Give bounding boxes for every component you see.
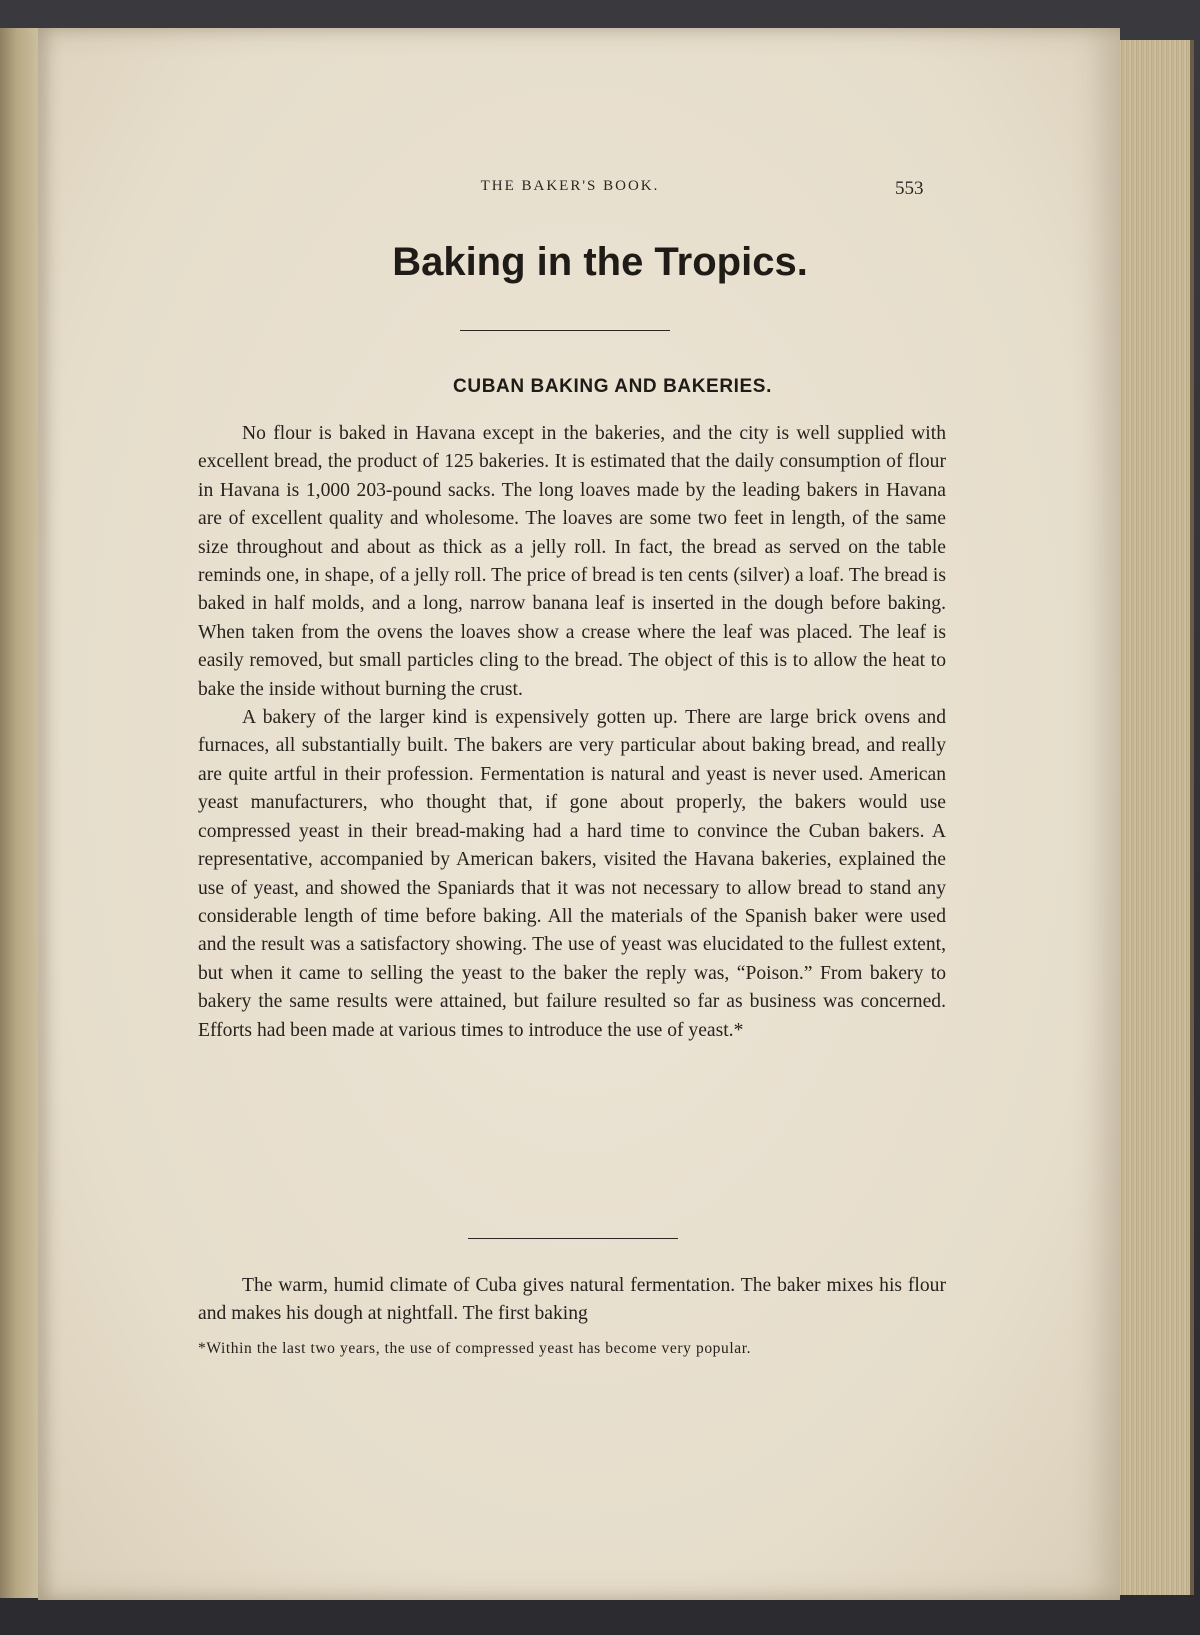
page-number: 553 (895, 178, 924, 199)
footnote-divider (468, 1238, 678, 1239)
continued-body (198, 1272, 946, 1329)
footnote: *Within the last two years, the use of compressed yeast has become very popular. (198, 1340, 752, 1357)
paragraph: A bakery of the larger kind is expensively gotten up. There are large brick ovens and furnaces, all substantially built. The bakers are very particular about baking bread, and really are quite artful in their profession. Fermentation is natural and yeast is never used. American yeast manufacturers, who thought that, if gone about properly, the bakers would use compressed yeast in their bread-making had a hard time to convince the Cuban bakers. A representative, accompanied by American bakers, visited the Havana bakeries, explained the use of yeast, and showed the Spaniards that it was not necessary to allow bread to stand any considerable length of time before baking. All the materials of the Spanish baker were used and the result was a satisfactory showing. The use of yeast was elucidated to the fullest extent, but when it came to selling the yeast to the baker the reply was, “Poison.” From bakery to bakery the same results were attained, but failure resulted so far as business was concerned. Efforts had been made at various times to introduce the use of yeast.* (198, 707, 946, 1041)
page-header (0, 178, 1200, 202)
article-title: Baking in the Tropics. (392, 240, 808, 284)
left-page-edge (0, 28, 42, 1598)
title-divider (460, 330, 670, 331)
paragraph: No flour is baked in Havana except in the bakeries, and the city is well supplied with excellent bread, the product of 125 bakeries. It is estimated that the daily consumption of flour in Havana is 1,000 203-pound sacks. The long loaves made by the leading bakers in Havana are of excellent quality and wholesome. The loaves are some two feet in length, of the same size throughout and about as thick as a jelly roll. In fact, the bread as served on the table reminds one, in shape, of a jelly roll. The price of bread is ten cents (silver) a loaf. The bread is baked in half molds, and a long, narrow banana leaf is inserted in the dough before baking. When taken from the ovens the loaves show a crease where the leaf was placed. The leaf is easily removed, but small particles cling to the bread. The object of this is to allow the heat to bake the inside without burning the crust. (198, 423, 946, 700)
article-body (198, 420, 946, 1045)
paragraph: The warm, humid climate of Cuba gives natural fermentation. The baker mixes his flour and makes his dough at nightfall. The first baking (198, 1275, 946, 1325)
running-head: THE BAKER'S BOOK. (480, 178, 660, 194)
section-heading: CUBAN BAKING AND BAKERIES. (453, 376, 772, 397)
